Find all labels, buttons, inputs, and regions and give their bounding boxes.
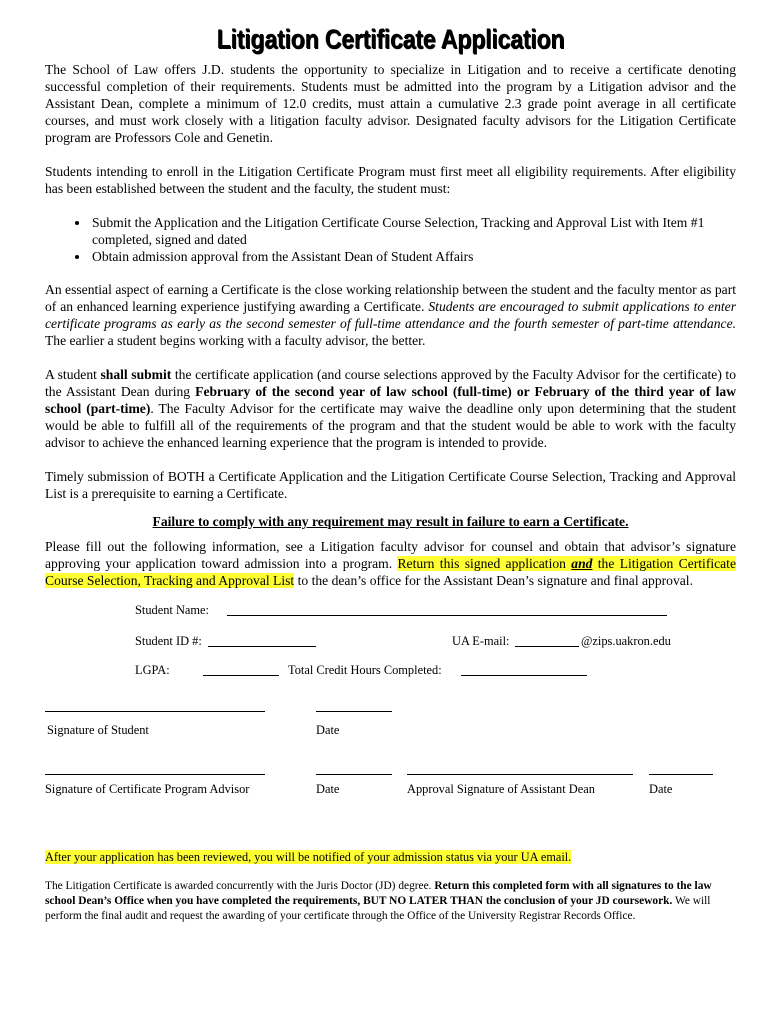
student-date-line[interactable] xyxy=(316,699,392,712)
ua-email-label: UA E-mail: xyxy=(452,634,510,648)
dean-date-label: Date xyxy=(649,782,673,796)
final-text: The Litigation Certificate is awarded concurrently with the Juris Doctor (JD) degree. xyxy=(45,880,432,892)
mentor-paragraph xyxy=(45,281,736,349)
mentor-italic-text: Students are encouraged to submit applications to enter certificate programs as early as the second semester of full-time attendance and the fourth semester of part-time attendance. xyxy=(45,299,736,331)
dean-signature-label: Approval Signature of Assistant Dean xyxy=(407,782,595,796)
mentor-text: An essential aspect of earning a Certificate is the close working relationship between the student and the faculty mentor as part of an enhanced learning experience justifying awarding a Certificate. xyxy=(45,282,736,314)
deadline-bold: shall submit xyxy=(100,367,172,382)
timely-paragraph: Timely submission of BOTH a Certificate Application and the Litigation Certificate Course Selection, Tracking and Approval List is a prerequisite to earning a Certificate. xyxy=(45,469,736,501)
lgpa-field[interactable] xyxy=(203,663,279,676)
final-text: We will perform the final audit and request the awarding of your certificate through the Office of the University Registrar Records Office. xyxy=(45,895,711,922)
instructions-text: to the dean’s office for the Assistant Dean’s signature and final approval. xyxy=(297,573,693,588)
deadline-text: the certificate application (and course selections approved by the Faculty Advisor for the certificate) to the Assistant Dean during xyxy=(45,367,737,399)
mentor-text-end: The earlier a student begins working with a faculty advisor, the better. xyxy=(45,333,426,348)
highlighted-text: Return this signed application and the Litigation Certificate Course Selection, Tracking and Approval List xyxy=(45,556,736,588)
deadline-dates: February of the second year of law school (full-time) or February of the third year of law school (part-time) xyxy=(45,384,737,416)
final-bold-text: Return this completed form with all signatures to the law school Dean’s Office when you have completed the requirements, BUT NO LATER THAN the conclusion of your JD coursework. xyxy=(45,880,712,907)
final-instructions xyxy=(45,879,735,924)
dean-date-line[interactable] xyxy=(649,762,713,775)
list-item: • Obtain admission approval from the Assistant Dean of Student Affairs xyxy=(90,248,736,265)
admission-notice xyxy=(45,850,571,865)
instructions-paragraph xyxy=(45,538,736,589)
ua-email-field[interactable] xyxy=(515,634,579,647)
intro-paragraph: The School of Law offers J.D. students the opportunity to specialize in Litigation and to receive a certificate denoting successful completion of their requirements. Students must be admitted into the program by a Litigation advisor and the Assistant Dean, complete a minimum of 12.0 credits, must attain a cumulative 2.3 grade point average in all certificate courses, and must work closely with a litigation faculty advisor. Designated faculty advisors for the Litigation Certificate program are Professors Cole and Genetin. xyxy=(45,62,736,145)
compliance-warning: Failure to comply with any requirement may result in failure to earn a Certificate. xyxy=(152,514,629,529)
student-date-label: Date xyxy=(316,723,340,737)
student-id-label: Student ID #: xyxy=(135,634,202,648)
student-signature-label: Signature of Student xyxy=(47,723,149,737)
deadline-text: . The Faculty Advisor for the certificate may waive the deadline only upon determining that the student would be able to fulfill all of the requirements of the program and that the student would be able to work with the faculty advisor to achieve the enhanced learning experience that the program is intended to provide. xyxy=(45,401,737,450)
page-title: Litigation Certificate Application xyxy=(216,24,565,54)
lgpa-label: LGPA: xyxy=(135,663,170,677)
instructions-text: Please fill out the following information, see a Litigation faculty advisor for counsel and obtain that advisor’s signature approving your application toward admission into a program. xyxy=(45,539,736,571)
eligibility-paragraph: Students intending to enroll in the Litigation Certificate Program must first meet all eligibility requirements. After eligibility has been established between the student and the faculty, the student must: xyxy=(45,164,736,196)
student-name-label: Student Name: xyxy=(135,603,209,617)
student-signature-line[interactable] xyxy=(45,699,265,712)
credit-hours-label: Total Credit Hours Completed: xyxy=(288,663,442,677)
email-domain: @zips.uakron.edu xyxy=(581,634,671,648)
advisor-date-line[interactable] xyxy=(316,762,392,775)
deadline-text: A student xyxy=(45,367,97,382)
list-item: • Submit the Application and the Litigation Certificate Course Selection, Tracking and Approval List with Item #1 completed, signed and dated xyxy=(90,214,736,248)
notice-text: After your application has been reviewed, you will be notified of your admission status via your UA email. xyxy=(45,850,572,864)
advisor-signature-line[interactable] xyxy=(45,762,265,775)
student-id-field[interactable] xyxy=(208,634,316,647)
student-name-field[interactable] xyxy=(227,603,667,616)
deadline-paragraph xyxy=(45,366,736,451)
requirements-list xyxy=(45,214,736,265)
dean-signature-line[interactable] xyxy=(407,762,633,775)
advisor-date-label: Date xyxy=(316,782,340,796)
credit-hours-field[interactable] xyxy=(461,663,587,676)
advisor-signature-label: Signature of Certificate Program Advisor xyxy=(45,782,250,796)
